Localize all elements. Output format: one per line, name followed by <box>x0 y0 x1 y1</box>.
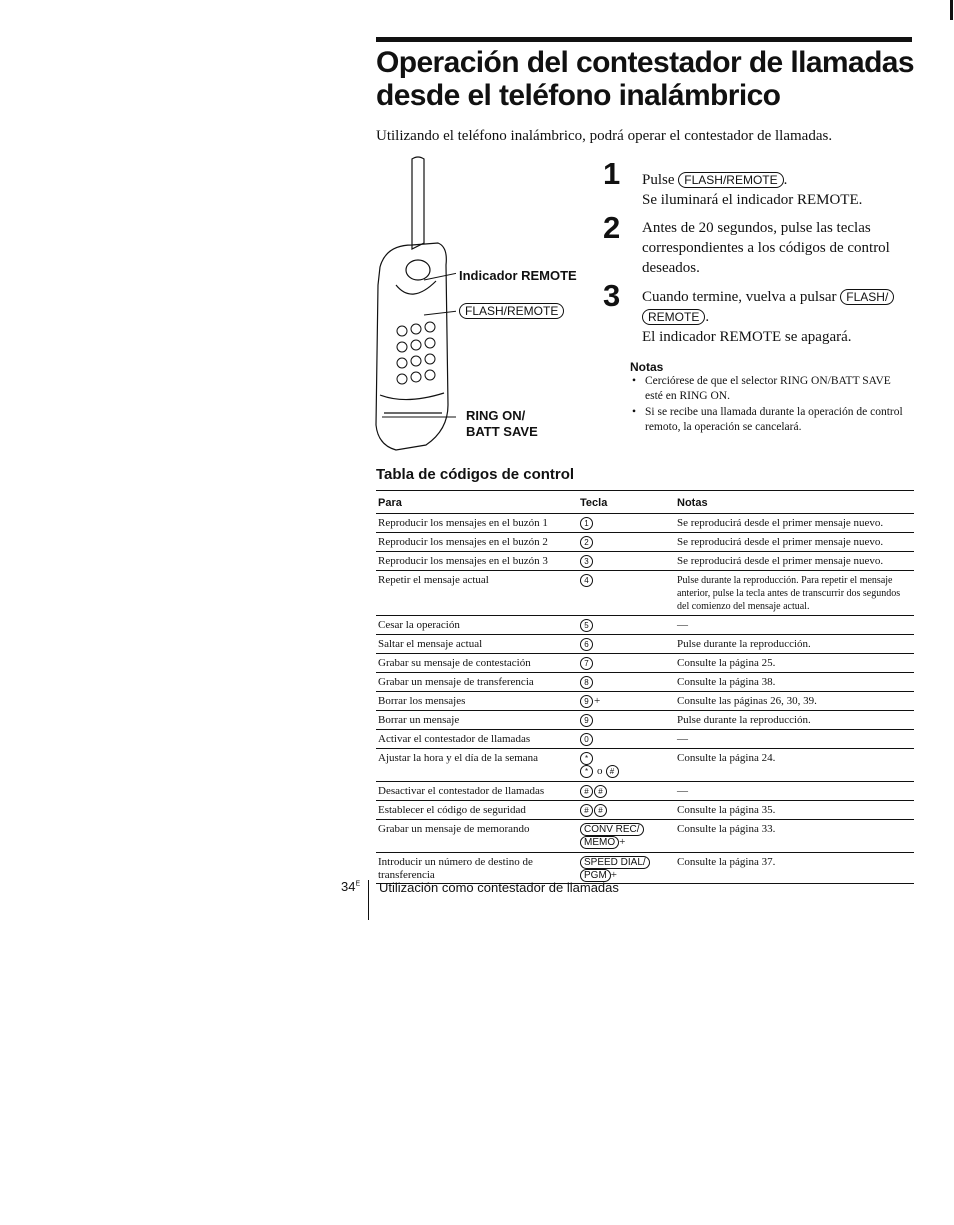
control-codes-table <box>376 490 914 884</box>
header-tecla: Tecla <box>580 497 608 509</box>
table-header <box>376 490 914 514</box>
key-hash-icon: # <box>594 804 607 817</box>
key-1-icon: 1 <box>580 517 593 530</box>
key-9-icon: 9 <box>580 695 593 708</box>
callout-remote-indicator: Indicador REMOTE <box>459 268 577 283</box>
cell-notas: Consulte las páginas 26, 30, 39. <box>677 695 817 707</box>
cell-notas: Pulse durante la reproducción. <box>677 714 811 726</box>
cell-para: Cesar la operación <box>378 619 460 631</box>
header-para: Para <box>378 497 402 509</box>
cell-notas: Consulte la página 25. <box>677 657 776 669</box>
cell-notas: Se reproducirá desde el primer mensaje nuevo. <box>677 555 884 567</box>
cell-tecla <box>580 752 670 778</box>
page-title: Operación del contestador de llamadas desde el teléfono inalámbrico <box>376 46 914 112</box>
cell-notas: Pulse durante la reproducción. Para repetir el mensaje anterior, pulse la tecla antes de transcurrir dos segundos del comienzo del mensaje actual. <box>677 575 901 612</box>
cell-tecla <box>580 638 670 651</box>
key-8-icon: 8 <box>580 676 593 689</box>
table-body <box>376 514 914 884</box>
cell-tecla <box>580 657 670 670</box>
key-suffix: + <box>610 869 617 881</box>
cell-para: Reproducir los mensajes en el buzón 2 <box>378 536 548 548</box>
cell-para: Saltar el mensaje actual <box>378 638 483 650</box>
edge-mark <box>950 0 953 20</box>
step-2-body: Antes de 20 segundos, pulse las teclas correspondientes a los códigos de control deseados. <box>642 220 890 276</box>
key-hash-icon: # <box>580 804 593 817</box>
cell-para: Grabar su mensaje de contestación <box>378 657 531 669</box>
footer-divider <box>368 880 369 920</box>
cell-notas: Consulte la página 38. <box>677 676 776 688</box>
step-1-number: 1 <box>603 156 621 191</box>
cordless-phone-illustration <box>366 155 456 460</box>
step-2-number: 2 <box>603 210 621 245</box>
key-suffix: + <box>619 836 626 848</box>
key-hash-icon: # <box>594 785 607 798</box>
key-4-icon: 4 <box>580 574 593 587</box>
table-row <box>376 533 914 552</box>
cell-notas: Consulte la página 33. <box>677 823 776 835</box>
key-6-icon: 6 <box>580 638 593 651</box>
key-suffix: + <box>594 695 601 708</box>
key-star-icon: * <box>580 752 593 765</box>
cell-para: Reproducir los mensajes en el buzón 3 <box>378 555 548 567</box>
step-1-text <box>642 170 912 210</box>
page-number <box>341 879 360 894</box>
cell-notas: — <box>677 619 688 631</box>
table-title: Tabla de códigos de control <box>376 466 575 483</box>
cell-notas: — <box>677 733 688 745</box>
key-0-icon: 0 <box>580 733 593 746</box>
key-label: PGM <box>580 869 611 882</box>
cell-tecla <box>580 823 670 849</box>
cell-para: Borrar un mensaje <box>378 714 460 726</box>
key-7-icon: 7 <box>580 657 593 670</box>
table-row <box>376 801 914 820</box>
title-rule <box>376 37 912 42</box>
key-5-icon: 5 <box>580 619 593 632</box>
cell-tecla <box>580 574 670 587</box>
table-row <box>376 711 914 730</box>
cell-notas: Se reproducirá desde el primer mensaje nuevo. <box>677 536 884 548</box>
flash-key-part1: FLASH/ <box>840 289 894 305</box>
cell-para: Grabar un mensaje de transferencia <box>378 676 534 688</box>
key-separator: o <box>597 765 603 778</box>
table-row <box>376 616 914 635</box>
table-row <box>376 749 914 782</box>
cell-tecla <box>580 856 670 882</box>
step-3-line2: El indicador REMOTE se apagará. <box>642 329 852 345</box>
step-1-line2: Se iluminará el indicador REMOTE. <box>642 192 863 208</box>
cell-tecla <box>580 695 670 708</box>
table-row <box>376 635 914 654</box>
cell-tecla <box>580 517 670 530</box>
notes-heading: Notas <box>630 360 664 374</box>
cell-para: Introducir un número de destino de transferencia <box>378 856 533 881</box>
cell-notas: Pulse durante la reproducción. <box>677 638 811 650</box>
note-item: • Si se recibe una llamada durante la operación de control remoto, la operación se cancelará. <box>630 405 910 435</box>
cell-para: Activar el contestador de llamadas <box>378 733 531 745</box>
cell-para: Desactivar el contestador de llamadas <box>378 785 545 797</box>
key-label: MEMO <box>580 836 619 849</box>
key-label: CONV REC/ <box>580 823 644 836</box>
table-row <box>376 654 914 673</box>
cell-para: Ajustar la hora y el día de la semana <box>378 752 539 764</box>
key-2-icon: 2 <box>580 536 593 549</box>
table-row <box>376 820 914 853</box>
key-label: SPEED DIAL/ <box>580 856 650 869</box>
cell-tecla <box>580 619 670 632</box>
header-notas: Notas <box>677 497 708 509</box>
cell-para: Repetir el mensaje actual <box>378 574 489 586</box>
table-row <box>376 571 914 616</box>
page-number-sup: E <box>355 880 361 888</box>
step-2-text <box>642 218 912 278</box>
cell-para: Reproducir los mensajes en el buzón 1 <box>378 517 548 529</box>
callout-ring-switch: RING ON/ BATT SAVE <box>466 408 538 439</box>
cell-notas: — <box>677 785 688 797</box>
table-row <box>376 692 914 711</box>
step-3-pre: Cuando termine, vuelva a pulsar <box>642 289 837 305</box>
step-1-pre: Pulse <box>642 172 675 188</box>
cell-tecla <box>580 785 670 798</box>
step-3-number: 3 <box>603 278 621 313</box>
flash-remote-key: FLASH/REMOTE <box>678 172 783 188</box>
cell-para: Grabar un mensaje de memorando <box>378 823 530 835</box>
cell-tecla <box>580 804 670 817</box>
flash-key-part2: REMOTE <box>642 309 705 325</box>
note-item: • Cerciórese de que el selector RING ON/BATT SAVE esté en RING ON. <box>630 374 910 404</box>
cell-tecla <box>580 555 670 568</box>
step-3-text <box>642 287 912 347</box>
callout-flash-key <box>459 303 564 319</box>
table-row <box>376 552 914 571</box>
table-row <box>376 782 914 801</box>
table-row <box>376 730 914 749</box>
step-1-post: . <box>783 172 788 188</box>
key-9-icon: 9 <box>580 714 593 727</box>
cell-tecla <box>580 536 670 549</box>
table-row <box>376 514 914 533</box>
cell-notas: Consulte la página 24. <box>677 752 776 764</box>
cell-tecla <box>580 714 670 727</box>
cell-notas: Consulte la página 37. <box>677 856 776 868</box>
cell-tecla <box>580 676 670 689</box>
key-hash-icon: # <box>606 765 619 778</box>
cell-tecla <box>580 733 670 746</box>
key-star-icon: * <box>580 765 593 778</box>
table-row <box>376 673 914 692</box>
flash-remote-key-label: FLASH/REMOTE <box>459 303 564 319</box>
cell-para: Establecer el código de seguridad <box>378 804 526 816</box>
intro-text: Utilizando el teléfono inalámbrico, podrá operar el contestador de llamadas. <box>376 128 833 144</box>
page-number-value: 34 <box>341 879 356 894</box>
footer-section: Utilización como contestador de llamadas <box>379 880 619 895</box>
cell-para: Borrar los mensajes <box>378 695 466 707</box>
cell-notas: Se reproducirá desde el primer mensaje nuevo. <box>677 517 884 529</box>
key-hash-icon: # <box>580 785 593 798</box>
notes-list <box>630 374 910 436</box>
key-3-icon: 3 <box>580 555 593 568</box>
cell-notas: Consulte la página 35. <box>677 804 776 816</box>
step-3-post: . <box>705 309 710 325</box>
